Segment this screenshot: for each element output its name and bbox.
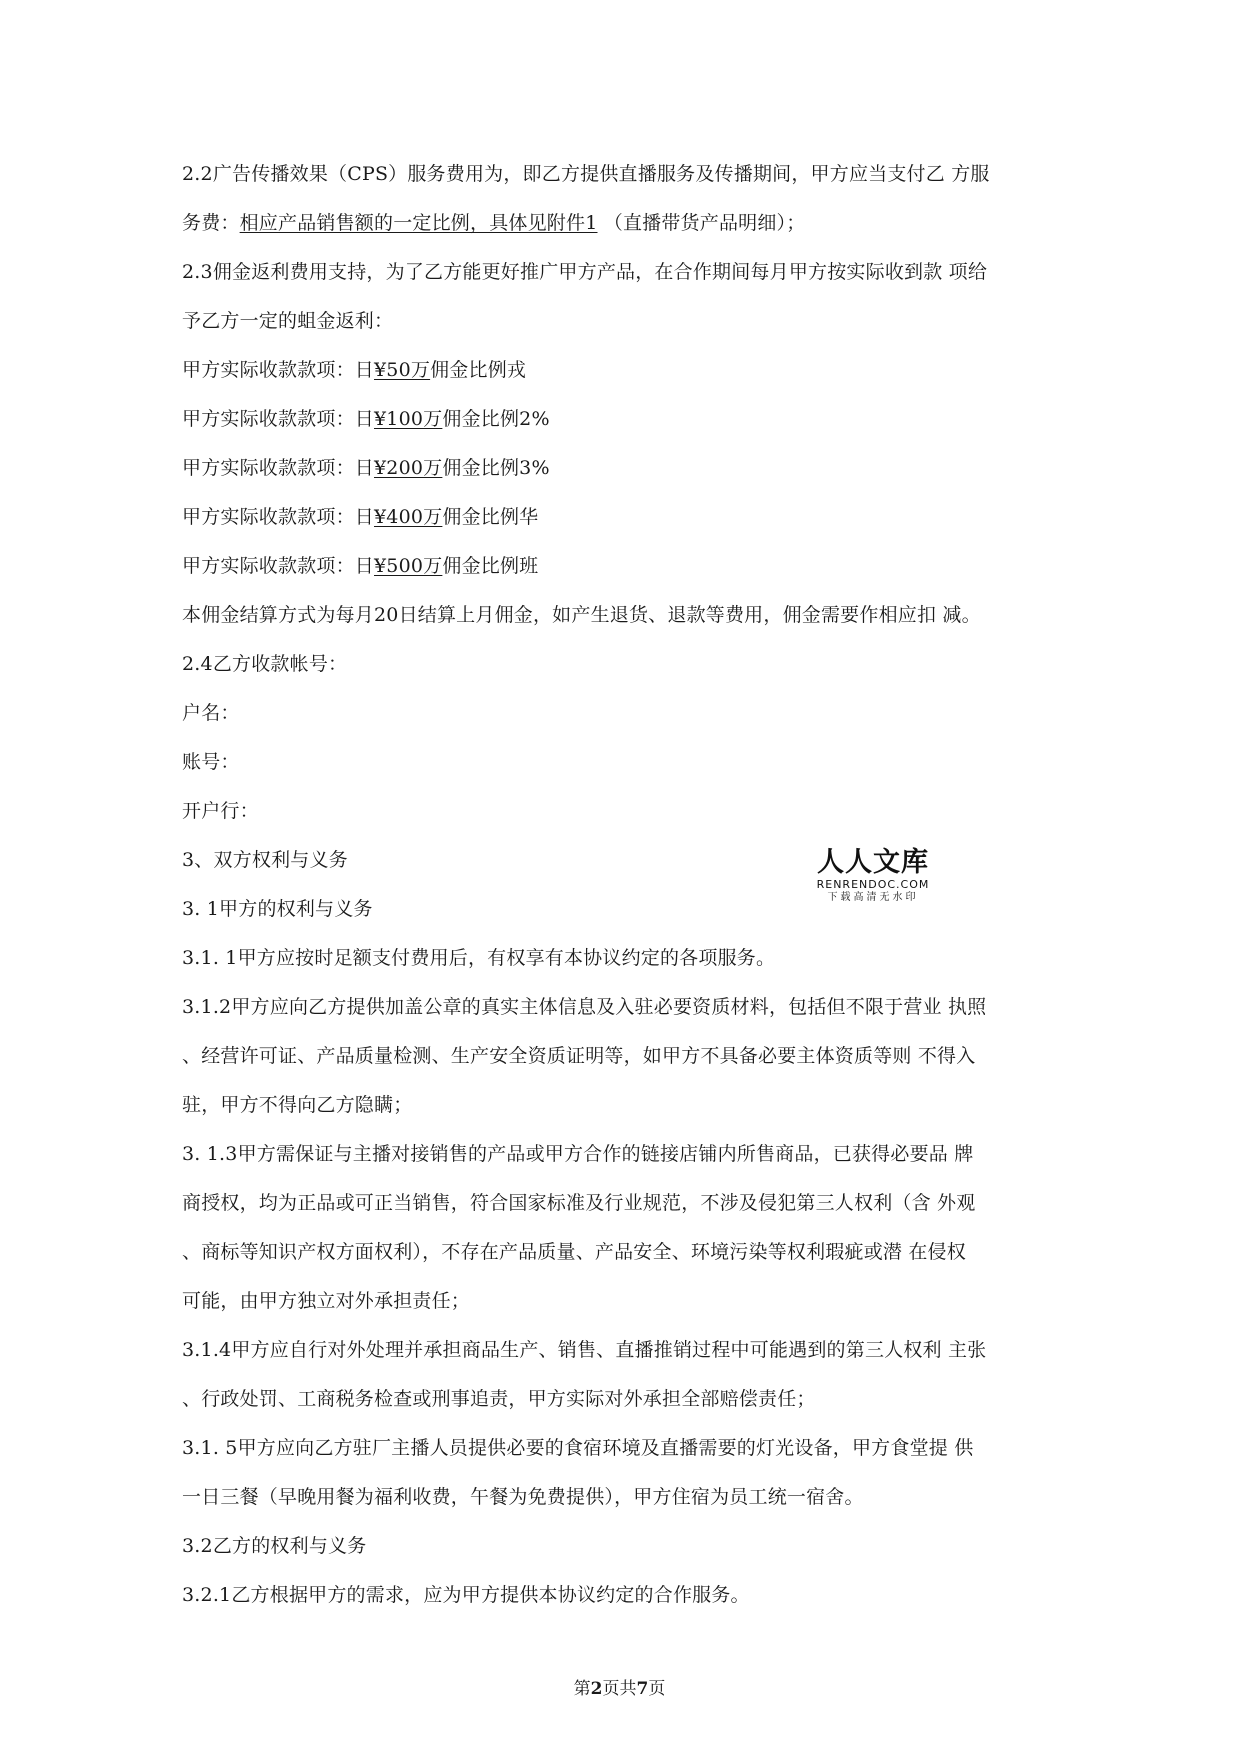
paragraph-line: 3.1. 5甲方应向乙方驻厂主播人员提供必要的食宿环境及直播需要的灯光设备，甲方食堂提 供 [182, 1437, 974, 1459]
tier-rate: 佣金比例华 [442, 506, 539, 528]
watermark-title: 人人文库 [817, 847, 929, 878]
tier-rate: 佣金比例2% [442, 408, 550, 430]
page-total: 7 [636, 1679, 649, 1699]
tier-amount: ¥50万 [374, 359, 431, 381]
commission-tier-5 [182, 542, 1062, 591]
tier-rate: 佣金比例3% [442, 457, 550, 479]
tier-amount: ¥100万 [374, 408, 443, 430]
tier-amount: ¥200万 [374, 457, 443, 479]
account-number-label: 账号： [182, 751, 240, 773]
commission-tier-3 [182, 444, 1062, 493]
tier-rate: 佣金比例班 [442, 555, 539, 577]
paragraph-line: 商授权，均为正品或可正当销售，符合国家标准及行业规范，不涉及侵犯第三人权利（含 外观 [182, 1192, 976, 1214]
paragraph-line: 3.1.2甲方应向乙方提供加盖公章的真实主体信息及入驻必要资质材料，包括但不限于营业 执照 [182, 996, 987, 1018]
subsection-heading: 3.2乙方的权利与义务 [182, 1535, 367, 1557]
watermark-url: RENRENDOC.COM [816, 878, 930, 891]
commission-tier-4 [182, 493, 1062, 542]
paragraph-line: 、行政处罚、工商税务检查或刑事追责，甲方实际对外承担全部赔偿责任； [182, 1388, 816, 1410]
tier-prefix: 甲方实际收款款项：日 [182, 359, 375, 381]
tier-amount: ¥500万 [374, 555, 443, 577]
section-heading: 3、双方权利与义务 [182, 849, 348, 871]
paragraph-line: 2.4乙方收款帐号： [182, 653, 348, 675]
paragraph-line: 本佣金结算方式为每月20日结算上月佣金，如产生退货、退款等费用，佣金需要作相应扣 减。 [182, 604, 981, 626]
watermark-subtitle: 下载高清无水印 [827, 892, 919, 903]
watermark-logo [808, 848, 938, 904]
paragraph-line: 、经营许可证、产品质量检测、生产安全资质证明等，如甲方不具备必要主体资质等则 不得入 [182, 1045, 976, 1067]
paragraph-line: 予乙方一定的蛆金返利： [182, 310, 394, 332]
paragraph-line: 驻，甲方不得向乙方隐瞒； [182, 1094, 413, 1116]
text-span: 务费： [182, 212, 240, 234]
bank-label: 开户行： [182, 800, 259, 822]
paragraph-line: 、商标等知识产权方面权利），不存在产品质量、产品安全、环境污染等权利瑕疵或潜 在侵权 [182, 1241, 966, 1263]
tier-amount: ¥400万 [374, 506, 443, 528]
tier-prefix: 甲方实际收款款项：日 [182, 555, 375, 577]
text-span: （直播带货产品明细）； [597, 212, 806, 234]
page-footer [0, 1674, 1239, 1699]
footer-text: 页共 [602, 1679, 637, 1699]
paragraph-line: 3.2.1乙方根据甲方的需求，应为甲方提供本协议约定的合作服务。 [182, 1584, 750, 1606]
paragraph-line [182, 199, 1062, 248]
paragraph-line: 3.1. 1甲方应按时足额支付费用后，有权享有本协议约定的各项服务。 [182, 947, 776, 969]
paragraph-line: 可能，由甲方独立对外承担责任； [182, 1290, 471, 1312]
account-name-label: 户名： [182, 702, 240, 724]
page-number: 2 [590, 1679, 603, 1699]
footer-text: 页 [648, 1679, 666, 1699]
subsection-heading: 3. 1甲方的权利与义务 [182, 898, 373, 920]
paragraph-line: 3.1.4甲方应自行对外处理并承担商品生产、销售、直播推销过程中可能遇到的第三人权利 主张 [182, 1339, 987, 1361]
paragraph-line: 一日三餐（早晚用餐为福利收费，午餐为免费提供），甲方住宿为员工统一宿舍。 [182, 1486, 864, 1508]
paragraph-line: 2.2广告传播效果（CPS）服务费用为，即乙方提供直播服务及传播期间，甲方应当支付乙 方服 [182, 163, 990, 185]
tier-rate: 佣金比例戎 [430, 359, 527, 381]
footer-text: 第 [573, 1679, 591, 1699]
commission-tier-1 [182, 346, 1062, 395]
underlined-text: 相应产品销售额的一定比例，具体见附件1 [239, 212, 598, 234]
tier-prefix: 甲方实际收款款项：日 [182, 506, 375, 528]
commission-tier-2 [182, 395, 1062, 444]
tier-prefix: 甲方实际收款款项：日 [182, 457, 375, 479]
paragraph-line: 2.3佣金返利费用支持，为了乙方能更好推广甲方产品，在合作期间每月甲方按实际收到款 项给 [182, 261, 988, 283]
tier-prefix: 甲方实际收款款项：日 [182, 408, 375, 430]
paragraph-line: 3. 1.3甲方需保证与主播对接销售的产品或甲方合作的链接店铺内所售商品，已获得必要品 牌 [182, 1143, 974, 1165]
